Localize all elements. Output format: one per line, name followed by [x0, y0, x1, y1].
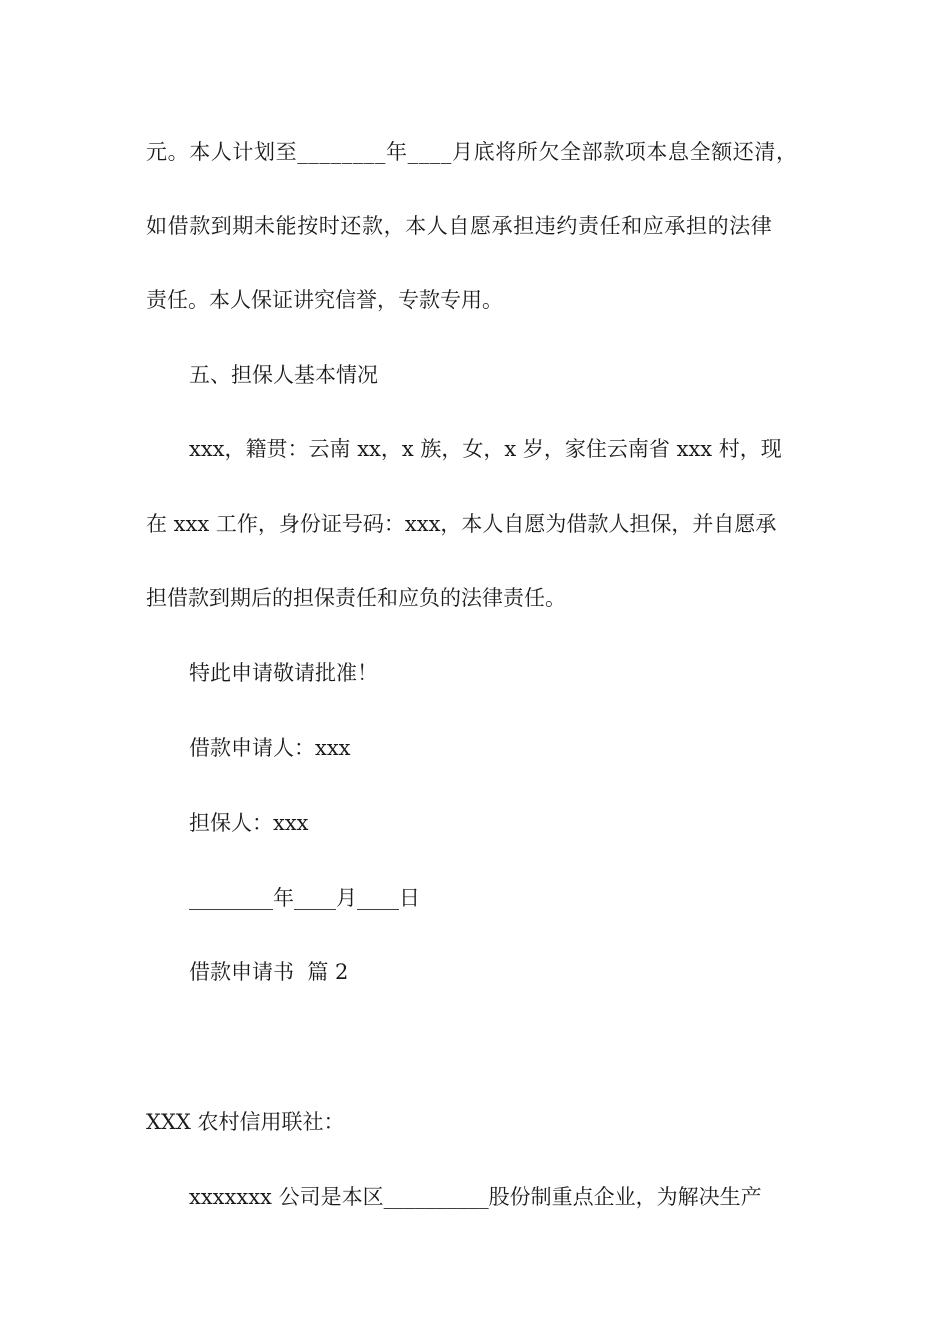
- paragraph-line: 元。本人计划至________年____月底将所欠全部款项本息全额还清，: [146, 140, 798, 164]
- date-line: ________年____月____日: [189, 886, 420, 910]
- section-heading: 五、担保人基本情况: [189, 363, 378, 387]
- salutation: XXX 农村信用联社：: [146, 1110, 345, 1134]
- part-heading: 借款申请书 篇 2: [189, 960, 349, 984]
- paragraph-line: 如借款到期未能按时还款，本人自愿承担违约责任和应承担的法律: [146, 214, 773, 238]
- paragraph-line: 担借款到期后的担保责任和应负的法律责任。: [146, 586, 566, 610]
- guarantor-signature: 担保人：xxx: [189, 811, 309, 835]
- paragraph-line: 责任。本人保证讲究信誉，专款专用。: [146, 288, 503, 312]
- paragraph-line: xxx，籍贯：云南 xx，x 族，女，x 岁，家住云南省 xxx 村，现: [189, 437, 782, 461]
- closing-line: 特此申请敬请批准！: [189, 661, 378, 685]
- paragraph-line: 在 xxx 工作，身份证号码：xxx，本人自愿为借款人担保，并自愿承: [146, 512, 777, 536]
- paragraph-line: xxxxxxx 公司是本区__________股份制重点企业，为解决生产: [189, 1185, 762, 1209]
- applicant-signature: 借款申请人：xxx: [189, 736, 351, 760]
